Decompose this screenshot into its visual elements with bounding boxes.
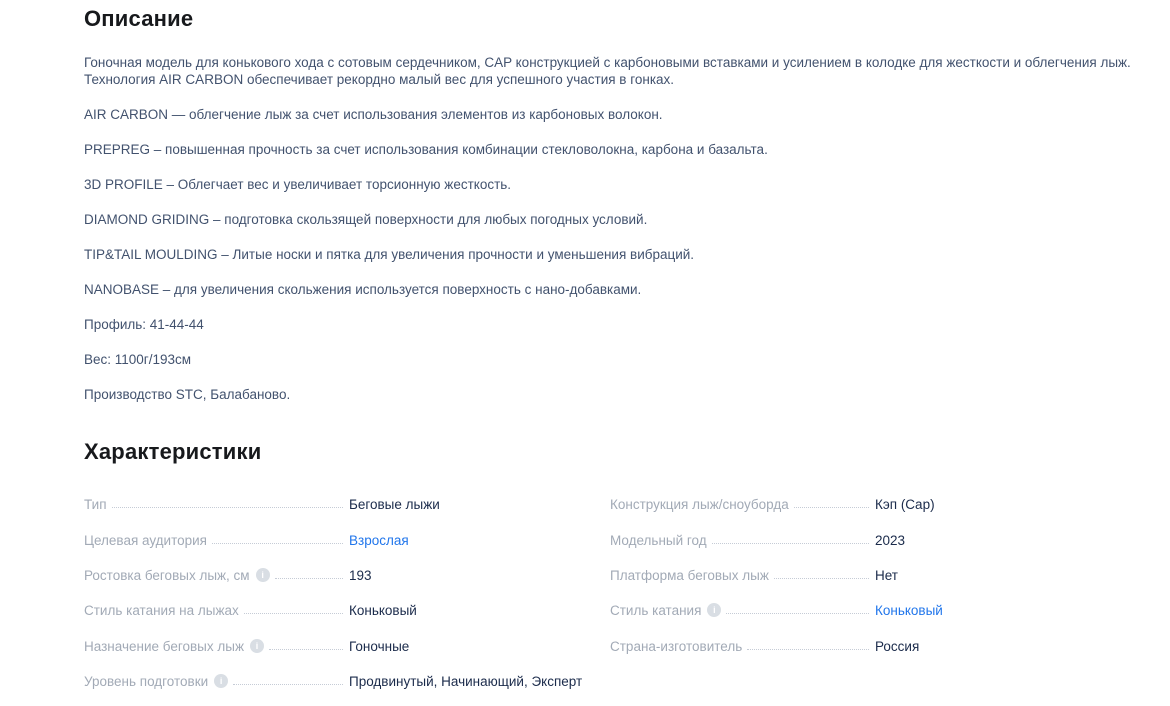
description-paragraph: TIP&TAIL MOULDING – Литые носки и пятка для увеличения прочности и уменьшения вибраций. — [84, 247, 695, 262]
spec-label-wrap — [610, 497, 875, 512]
dotted-leader — [244, 613, 343, 614]
spec-label: Стиль катания на лыжах — [84, 603, 239, 619]
spec-label-wrap — [84, 533, 349, 548]
specs-grid — [84, 487, 1150, 699]
spec-row — [610, 487, 1090, 522]
spec-label: Целевая аудитория — [84, 532, 207, 548]
dotted-leader — [233, 684, 343, 685]
spec-label-wrap — [610, 568, 875, 583]
spec-value: Россия — [875, 638, 920, 654]
spec-value: Нет — [875, 567, 898, 583]
spec-row — [84, 664, 584, 699]
info-icon[interactable]: i — [707, 603, 721, 617]
spec-row — [610, 558, 1090, 593]
spec-label-wrap — [610, 639, 875, 654]
dotted-leader — [212, 543, 343, 544]
description-paragraph: 3D PROFILE – Облегчает вес и увеличивает торсионную жесткость. — [84, 177, 512, 192]
spec-label: Модельный год — [610, 532, 707, 548]
specs-heading: Характеристики — [84, 439, 262, 464]
spec-row — [610, 629, 1090, 664]
spec-value: Гоночные — [349, 638, 410, 654]
spec-label-wrap — [610, 603, 875, 618]
spec-label: Назначение беговых лыж — [84, 638, 244, 654]
description-paragraph: DIAMOND GRIDING – подготовка скользящей поверхности для любых погодных условий. — [84, 212, 648, 227]
spec-row — [84, 522, 584, 557]
spec-value[interactable]: Взрослая — [349, 532, 409, 548]
spec-label: Конструкция лыж/сноуборда — [610, 497, 789, 513]
spec-row — [610, 522, 1090, 557]
spec-label-wrap — [84, 603, 349, 618]
description-paragraph: Гоночная модель для конькового хода с сотовым сердечником, CAP конструкцией с карбоновыми вставками и усилением в колодке для жесткости и облегчения лыж. Технология AIR CARBON обеспечивает рекордно малый вес для успешного участия в гонках. — [84, 55, 1131, 87]
spec-label-wrap — [610, 533, 875, 548]
spec-label: Тип — [84, 497, 107, 513]
specs-column-left — [84, 487, 584, 699]
description-heading: Описание — [84, 6, 194, 31]
description-section — [84, 6, 1150, 403]
specs-section — [84, 439, 1150, 699]
spec-label: Уровень подготовки — [84, 674, 209, 690]
description-paragraph: PREPREG – повышенная прочность за счет использования комбинации стекловолокна, карбона и базальта. — [84, 142, 768, 157]
spec-row — [84, 558, 584, 593]
spec-row — [84, 487, 584, 522]
info-icon[interactable]: i — [250, 639, 264, 653]
spec-value: 2023 — [875, 532, 906, 548]
spec-value: Продвинутый, Начинающий, Эксперт — [349, 674, 583, 690]
dotted-leader — [726, 613, 869, 614]
description-paragraph: Профиль: 41-44-44 — [84, 317, 204, 332]
spec-value: Кэп (Cap) — [875, 497, 935, 513]
spec-value: Коньковый — [349, 603, 417, 619]
spec-value[interactable]: Коньковый — [875, 603, 943, 619]
description-paragraph: Производство STC, Балабаново. — [84, 387, 291, 402]
spec-label-wrap — [84, 674, 349, 689]
spec-row — [610, 593, 1090, 628]
spec-label-wrap — [84, 639, 349, 654]
dotted-leader — [774, 578, 869, 579]
spec-value: Беговые лыжи — [349, 497, 440, 513]
spec-label: Ростовка беговых лыж, см — [84, 567, 250, 583]
dotted-leader — [275, 578, 343, 579]
dotted-leader — [269, 649, 343, 650]
info-icon[interactable]: i — [214, 674, 228, 688]
spec-label-wrap — [84, 497, 349, 512]
description-paragraph: NANOBASE – для увеличения скольжения используется поверхность с нано-добавками. — [84, 282, 642, 297]
spec-value: 193 — [349, 567, 372, 583]
description-paragraphs — [84, 54, 1150, 403]
dotted-leader — [747, 649, 869, 650]
spec-label: Страна-изготовитель — [610, 638, 743, 654]
info-icon[interactable]: i — [256, 568, 270, 582]
dotted-leader — [112, 507, 343, 508]
spec-label-wrap — [84, 568, 349, 583]
specs-column-right — [610, 487, 1090, 664]
spec-label: Платформа беговых лыж — [610, 567, 769, 583]
spec-row — [84, 629, 584, 664]
description-paragraph: Вес: 1100г/193см — [84, 352, 192, 367]
spec-label: Стиль катания — [610, 603, 702, 619]
dotted-leader — [712, 543, 869, 544]
description-paragraph: AIR CARBON — облегчение лыж за счет использования элементов из карбоновых волокон. — [84, 107, 663, 122]
dotted-leader — [794, 507, 869, 508]
spec-row — [84, 593, 584, 628]
